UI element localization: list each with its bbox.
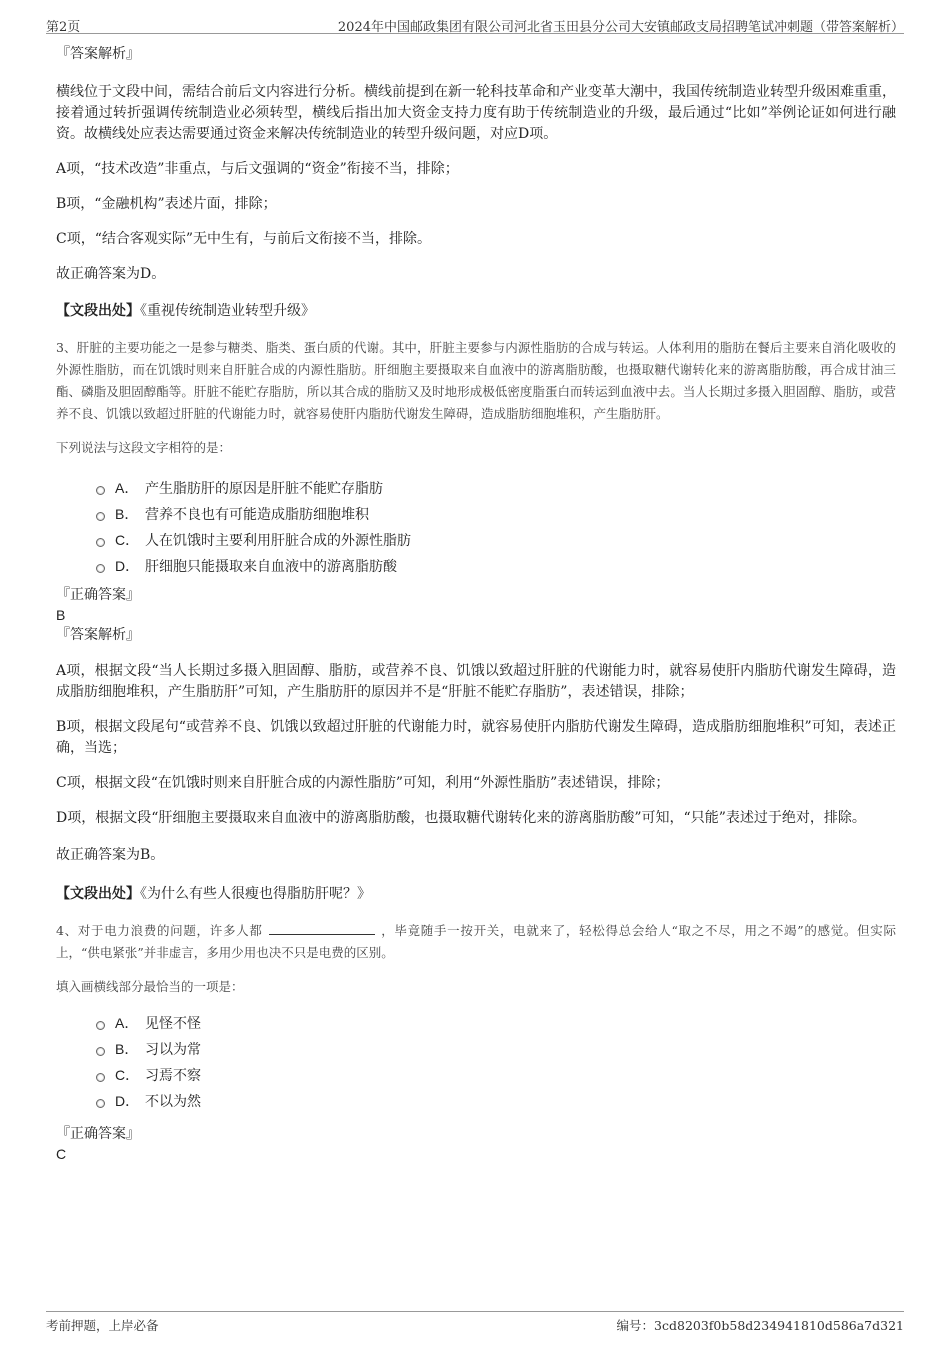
- page-footer: [46, 1311, 904, 1333]
- q4-question-text: [56, 920, 896, 964]
- option-letter: B．: [115, 506, 139, 522]
- q4-text-before: 4、对于电力浪费的问题，许多人都: [56, 923, 263, 938]
- q4-answer-label: 『正确答案』: [56, 1126, 140, 1142]
- option-text: 肝细胞只能摄取来自血液中的游离脂肪酸: [145, 559, 397, 575]
- q3-prompt: 下列说法与这段文字相符的是：: [56, 440, 232, 455]
- q3-answer: B: [56, 607, 66, 623]
- option-letter: B．: [115, 1041, 139, 1057]
- q3-analysis-b: B项，根据文段尾句“或营养不良、饥饿以致超过肝脏的代谢能力时，就容易使肝内脂肪代谢发生障碍，造成脂肪细胞堆积”可知，表述正确，当选；: [56, 719, 896, 756]
- q3-options: [96, 475, 896, 579]
- q4-option-a[interactable]: [96, 1010, 896, 1036]
- radio-icon[interactable]: [96, 1099, 105, 1108]
- q3-option-b[interactable]: [96, 501, 896, 527]
- page-content: [56, 44, 896, 1164]
- q3-conclusion: 故正确答案为B。: [56, 847, 165, 863]
- option-letter: D．: [115, 558, 140, 574]
- radio-icon[interactable]: [96, 564, 105, 573]
- q3-analysis-a: A项，根据文段“当人长期过多摄入胆固醇、脂肪，或营养不良、饥饿以致超过肝脏的代谢能力时，就容易使肝内脂肪代谢发生障碍，造成脂肪细胞堆积，产生脂肪肝”可知，产生脂肪肝的原因并不是“肝脏不能贮存脂肪”，表述错误，排除；: [56, 663, 896, 700]
- q2-source: [56, 301, 896, 321]
- q3-analysis-label: 『答案解析』: [56, 627, 140, 643]
- q2-analysis-a: A项，“技术改造”非重点，与后文强调的“资金”衔接不当，排除；: [56, 161, 459, 177]
- q4-answer: C: [56, 1146, 67, 1162]
- fill-in-blank: [269, 923, 375, 935]
- footer-slogan: 考前押题，上岸必备: [46, 1318, 159, 1333]
- radio-icon[interactable]: [96, 1021, 105, 1030]
- q3-analysis-c: C项，根据文段“在饥饿时则来自肝脏合成的内源性脂肪”可知，利用“外源性脂肪”表述错误，排除；: [56, 775, 670, 791]
- q3-answer-label: 『正确答案』: [56, 587, 140, 603]
- q4-text-after: ，毕竟随手一按开关，电就来了，轻松得总会给人“取之不尽，用之不竭”的感觉。但实际上，“供电紧张”并非虚言，多用少用也决不只是电费的区别。: [56, 923, 896, 960]
- q2-source-title: 《重视传统制造业转型升级》: [140, 303, 315, 319]
- page-number: 第2页: [46, 20, 81, 35]
- q2-analysis-b: B项，“金融机构”表述片面，排除；: [56, 196, 277, 212]
- q4-option-c[interactable]: [96, 1062, 896, 1088]
- page-header: [46, 14, 904, 34]
- option-text: 人在饥饿时主要利用肝脏合成的外源性脂肪: [145, 533, 411, 549]
- option-text: 习以为常: [145, 1042, 201, 1058]
- radio-icon[interactable]: [96, 1047, 105, 1056]
- option-text: 营养不良也有可能造成脂肪细胞堆积: [145, 507, 369, 523]
- document-serial: 编号：3cd8203f0b58d234941810d586a7d321: [616, 1318, 904, 1333]
- q3-analysis-d: D项，根据文段“肝细胞主要摄取来自血液中的游离脂肪酸，也摄取糖代谢转化来的游离脂肪酸”可知，“只能”表述过于绝对，排除。: [56, 810, 866, 826]
- q4-option-b[interactable]: [96, 1036, 896, 1062]
- option-text: 习焉不察: [145, 1068, 201, 1084]
- document-title: 2024年中国邮政集团有限公司河北省玉田县分公司大安镇邮政支局招聘笔试冲刺题（带答案解析）: [337, 20, 904, 35]
- q3-source-label: 【文段出处】: [56, 886, 140, 902]
- option-letter: A．: [115, 1015, 139, 1031]
- radio-icon[interactable]: [96, 538, 105, 547]
- radio-icon[interactable]: [96, 512, 105, 521]
- q2-source-label: 【文段出处】: [56, 303, 140, 319]
- q2-analysis-c: C项，“结合客观实际”无中生有，与前后文衔接不当，排除。: [56, 231, 432, 247]
- q3-option-a[interactable]: [96, 475, 896, 501]
- q4-option-d[interactable]: [96, 1088, 896, 1114]
- q2-conclusion: 故正确答案为D。: [56, 266, 166, 282]
- option-text: 不以为然: [145, 1094, 201, 1110]
- option-text: 产生脂肪肝的原因是肝脏不能贮存脂肪: [145, 481, 383, 497]
- q2-analysis-text: 横线位于文段中间，需结合前后文内容进行分析。横线前提到在新一轮科技革命和产业变革大潮中，我国传统制造业转型升级困难重重，接着通过转折强调传统制造业必须转型，横线后指出加大资金支持力度有助于传统制造业的升级，最后通过“比如”举例论证如何进行融资。故横线处应表达需要通过资金来解决传统制造业的转型升级问题，对应D项。: [56, 84, 896, 142]
- q4-options: [96, 1010, 896, 1114]
- option-text: 见怪不怪: [145, 1016, 201, 1032]
- radio-icon[interactable]: [96, 486, 105, 495]
- option-letter: D．: [115, 1093, 140, 1109]
- radio-icon[interactable]: [96, 1073, 105, 1082]
- q3-option-c[interactable]: [96, 527, 896, 553]
- q3-question-text: 3、肝脏的主要功能之一是参与糖类、脂类、蛋白质的代谢。其中，肝脏主要参与内源性脂肪的合成与转运。人体利用的脂肪在餐后主要来自消化吸收的外源性脂肪，而在饥饿时则来自肝脏合成的内源性脂肪。肝细胞主要摄取来自血液中的游离脂肪酸，也摄取糖代谢转化来的游离脂肪酸，再合成甘油三酯、磷脂及胆固醇酯等。肝脏不能贮存脂肪，所以其合成的脂肪又及时地形成极低密度脂蛋白而转运到血液中去。当人长期过多摄入胆固醇、脂肪，或营养不良、饥饿以致超过肝脏的代谢能力时，就容易使肝内脂肪代谢发生障碍，造成脂肪细胞堆积，产生脂肪肝。: [56, 340, 896, 421]
- option-letter: A．: [115, 480, 139, 496]
- q2-analysis-label: 『答案解析』: [56, 46, 140, 62]
- q3-source: [56, 884, 896, 904]
- q3-option-d[interactable]: [96, 553, 896, 579]
- option-letter: C．: [115, 1067, 140, 1083]
- option-letter: C．: [115, 532, 140, 548]
- q4-prompt: 填入画横线部分最恰当的一项是：: [56, 979, 244, 994]
- q3-source-title: 《为什么有些人很瘦也得脂肪肝呢？》: [140, 886, 371, 902]
